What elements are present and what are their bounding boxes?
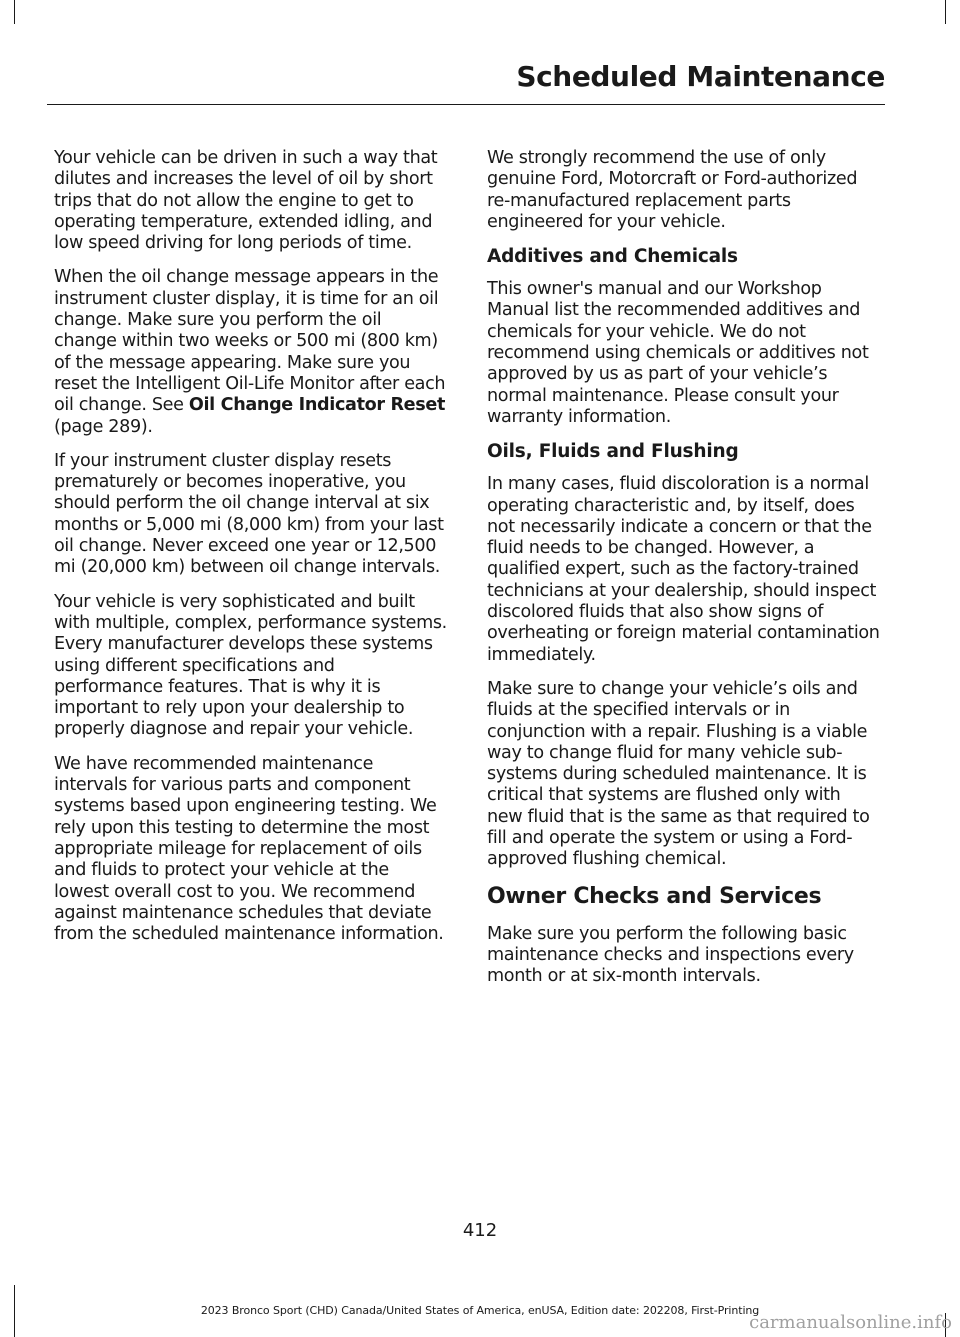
paragraph-additives: This owner's manual and our Workshop Manual list the recommended additives and chemicals for your vehicle. We do not recommend using chemicals or additives not approved by us as part of your vehicle’s normal maintenance. Please consult your warranty information. [487, 279, 869, 427]
paragraph-cluster-reset: If your instrument cluster display resets prematurely or becomes inoperative, you should perform the oil change interval at six months or 5,000 mi (8,000 km) from your last oil change. Never exceed one year or 12,500 mi (20,000 km) between oil change intervals. [54, 450, 444, 578]
page-number: 412 [462, 1220, 498, 1241]
paragraph-sophisticated-vehicle: Your vehicle is very sophisticated and built with multiple, complex, performance systems. Every manufacturer develops these systems using different specifications and performance features. That is why it is important to rely upon your dealership to properly diagnose and repair your vehicle. [54, 591, 447, 740]
paragraph-text: When the oil change message appears in the instrument cluster display, it is time for an oil change. Make sure you perform the oil change within two weeks or 500 mi (800 km) of the message appearing. Make sure you reset the Intelligent Oil-Life Monitor after each oil change. See [54, 267, 446, 416]
paragraph-basic-checks: Make sure you perform the following basic maintenance checks and inspections every month or at six-month intervals. [487, 923, 854, 987]
left-column [54, 148, 447, 958]
paragraph-genuine-parts: We strongly recommend the use of only genuine Ford, Motorcraft or Ford-authorized re-manufactured replacement parts engineered for your vehicle. [487, 148, 858, 232]
cross-reference-link[interactable]: Oil Change Indicator Reset [188, 395, 446, 416]
crop-mark-top-right [945, 0, 946, 24]
watermark: carmanualsonline.info [749, 1312, 952, 1333]
heading-owner-checks: Owner Checks and Services [487, 883, 822, 909]
paragraph-maintenance-intervals: We have recommended maintenance intervals for various parts and component systems based upon engineering testing. We rely upon this testing to determine the most appropriate mileage for replacement of oils and fluids to protect your vehicle at the lowest overall cost to you. We recommend against maintenance schedules that deviate from the scheduled maintenance information. [54, 753, 444, 945]
header-divider [47, 104, 885, 105]
paragraph-fluid-change: Make sure to change your vehicle’s oils and fluids at the specified intervals or in conjunction with a repair. Flushing is a viable way to change fluid for many vehicle sub-systems during scheduled maintenance. It is critical that systems are flushed only with new fluid that is the same as that required to fill and operate the system or using a Ford-approved flushing chemical. [487, 678, 870, 870]
right-column [487, 148, 880, 1001]
page-reference: (page 289). [54, 416, 153, 437]
paragraph-oil-dilution: Your vehicle can be driven in such a way that dilutes and increases the level of oil by short trips that do not allow the engine to get to operating temperature, extended idling, and low speed driving for long periods of time. [54, 148, 438, 254]
heading-oils-fluids-flushing: Oils, Fluids and Flushing [487, 441, 739, 463]
crop-mark-top-left [14, 0, 15, 24]
heading-additives-chemicals: Additives and Chemicals [487, 246, 738, 268]
page-title: Scheduled Maintenance [516, 60, 885, 93]
paragraph-oil-change-message [54, 267, 447, 437]
paragraph-fluid-discoloration: In many cases, fluid discoloration is a normal operating characteristic and, by itself, does not necessarily indicate a concern or that the fluid needs to be changed. However, a qualified expert, such as the factory-trained technicians at your dealership, should inspect discolored fluids that also show signs of overheating or foreign material contamination immediately. [487, 474, 880, 665]
footer-edition-info: 2023 Bronco Sport (CHD) Canada/United States of America, enUSA, Edition date: 202208, First-Printing [200, 1304, 760, 1317]
